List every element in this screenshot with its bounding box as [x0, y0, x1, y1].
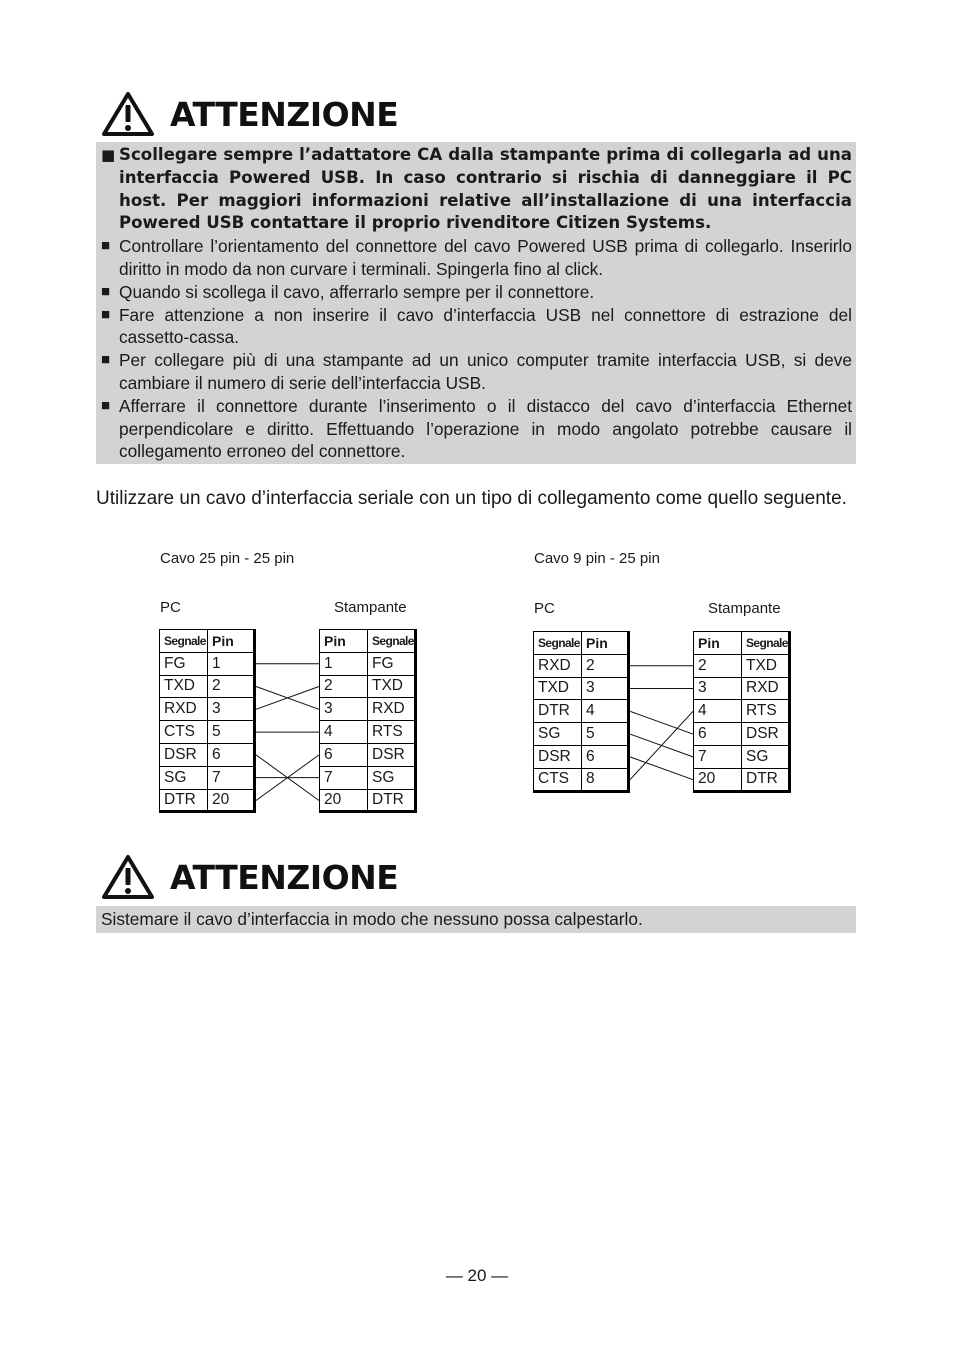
wire-line	[256, 755, 319, 801]
printer-header-pin: Pin	[320, 630, 368, 653]
table-cell: DTR	[742, 768, 790, 791]
table-row	[694, 723, 790, 746]
table-cell: 4	[582, 700, 629, 723]
table-cell: 20	[320, 789, 368, 812]
table-cell: RTS	[742, 700, 790, 723]
wire-line	[630, 711, 693, 779]
table-row	[320, 789, 416, 812]
table-cell: 2	[694, 654, 742, 677]
table-row	[694, 768, 790, 791]
pc-header-pin: Pin	[582, 632, 629, 655]
table-cell: 20	[694, 768, 742, 791]
table-row	[694, 654, 790, 677]
table-cell: TXD	[368, 675, 416, 698]
table-cell: 3	[208, 698, 255, 721]
wire-line	[256, 686, 319, 709]
table-cell: SG	[160, 766, 208, 789]
warning-item	[101, 349, 852, 395]
table-cell: SG	[534, 723, 582, 746]
warning-item	[101, 235, 852, 281]
table-cell: FG	[160, 652, 208, 675]
attention-heading-1	[100, 88, 398, 140]
cable25-pc-table	[159, 629, 256, 813]
table-row	[694, 745, 790, 768]
table-cell: 3	[320, 698, 368, 721]
warning-item	[101, 144, 852, 235]
table-cell: 1	[320, 652, 368, 675]
table-cell: 7	[208, 766, 255, 789]
table-row	[534, 700, 629, 723]
square-bullet-icon: ■	[101, 237, 111, 255]
table-cell: DSR	[160, 743, 208, 766]
table-cell: RTS	[368, 721, 416, 744]
table-row	[160, 789, 255, 812]
table-row	[534, 745, 629, 768]
table-cell: RXD	[742, 677, 790, 700]
printer-header-pin: Pin	[694, 632, 742, 655]
table-cell: 5	[208, 721, 255, 744]
table-cell: DSR	[534, 745, 582, 768]
table-cell: TXD	[742, 654, 790, 677]
table-cell: RXD	[368, 698, 416, 721]
table-row	[320, 721, 416, 744]
table-cell: 6	[320, 743, 368, 766]
cable25-printer-table	[319, 629, 417, 813]
warning-item	[101, 304, 852, 350]
table-cell: 6	[208, 743, 255, 766]
table-row	[160, 698, 255, 721]
warning-text: Per collegare più di una stampante ad un unico computer tramite interfaccia USB, si deve cambiare il numero di serie dell’interfaccia USB.	[119, 350, 852, 393]
square-bullet-icon: ■	[101, 146, 116, 164]
wire-line	[256, 755, 319, 801]
table-row	[534, 723, 629, 746]
warning-triangle-icon	[100, 90, 156, 138]
table-row	[160, 743, 255, 766]
pc-header-signal: Segnale	[534, 632, 582, 655]
table-cell: 3	[582, 677, 629, 700]
table-cell: 4	[694, 700, 742, 723]
table-cell: 6	[582, 745, 629, 768]
table-cell: 5	[582, 723, 629, 746]
table-row	[160, 766, 255, 789]
table-cell: RXD	[534, 654, 582, 677]
warning-triangle-icon	[100, 853, 156, 901]
table-cell: 7	[694, 745, 742, 768]
table-cell: 3	[694, 677, 742, 700]
attention-title: ATTENZIONE	[170, 857, 399, 897]
table-row	[320, 652, 416, 675]
warning-text: Fare attenzione a non inserire il cavo d’interfaccia USB nel connettore di estrazione del cassetto-cassa.	[119, 304, 852, 348]
cable9-printer-table	[693, 631, 791, 793]
table-row	[160, 675, 255, 698]
table-cell: CTS	[534, 768, 582, 791]
table-cell: DTR	[368, 789, 416, 812]
square-bullet-icon: ■	[101, 396, 111, 414]
square-bullet-icon: ■	[101, 351, 111, 369]
table-row	[320, 766, 416, 789]
pc-header-pin: Pin	[208, 630, 255, 653]
table-row	[534, 654, 629, 677]
attention-heading-2	[100, 851, 398, 903]
printer-header-signal: Segnale	[368, 630, 416, 653]
table-cell: 2	[208, 675, 255, 698]
cable25-printer-label: Stampante	[334, 599, 407, 616]
table-cell: 20	[208, 789, 255, 812]
warning-item	[101, 281, 852, 304]
page-number: — 20 —	[445, 1266, 509, 1285]
table-cell: TXD	[160, 675, 208, 698]
cable9-printer-label: Stampante	[708, 600, 781, 617]
table-row	[694, 677, 790, 700]
cable25-title: Cavo 25 pin - 25 pin	[160, 550, 295, 567]
cable9-pc-label: PC	[534, 600, 555, 617]
table-cell: DTR	[534, 700, 582, 723]
table-cell: DSR	[742, 723, 790, 746]
table-cell: DSR	[368, 743, 416, 766]
table-row	[160, 652, 255, 675]
square-bullet-icon: ■	[101, 282, 111, 300]
table-cell: SG	[368, 766, 416, 789]
cable9-pc-table	[533, 631, 630, 793]
cable25-pc-label: PC	[160, 599, 181, 616]
intro-paragraph: Utilizzare un cavo d’interfaccia seriale con un tipo di collegamento come quello seguente.	[96, 488, 847, 509]
table-row	[534, 768, 629, 791]
table-cell: CTS	[160, 721, 208, 744]
cable9-title: Cavo 9 pin - 25 pin	[534, 550, 660, 567]
table-cell: 1	[208, 652, 255, 675]
table-row	[694, 700, 790, 723]
table-row	[160, 721, 255, 744]
table-row	[320, 698, 416, 721]
table-cell: DTR	[160, 789, 208, 812]
wire-line	[630, 734, 693, 757]
warning-text: Controllare l’orientamento del connettore del cavo Powered USB prima di collegarlo. Inserirlo diritto in modo da non curvare i terminali. Spingerla fino al click.	[119, 236, 852, 279]
table-cell: 2	[582, 654, 629, 677]
table-cell: TXD	[534, 677, 582, 700]
table-row	[534, 677, 629, 700]
warning-item	[101, 395, 852, 463]
warning-box	[96, 142, 856, 464]
wire-line	[630, 757, 693, 780]
warning-text: Scollegare sempre l’adattatore CA dalla stampante prima di collegarla ad una interfaccia Powered USB. In caso contrario si rischia di danneggiare il PC host. Per maggiori informazioni relative all’installazione di una interfaccia Powered USB contattare il proprio rivenditore Citizen Systems.	[119, 145, 852, 233]
table-cell: SG	[742, 745, 790, 768]
warning-box-2: Sistemare il cavo d’interfaccia in modo che nessuno possa calpestarlo.	[96, 906, 856, 933]
table-cell: FG	[368, 652, 416, 675]
table-cell: 7	[320, 766, 368, 789]
warning-text: Afferrare il connettore durante l’inserimento o il distacco del cavo d’interfaccia Ethernet perpendicolare e diritto. Effettuando l’operazione in modo angolato potrebbe causare il collegamento erroneo del connettore.	[119, 395, 852, 462]
wire-line	[630, 711, 693, 734]
attention-title: ATTENZIONE	[170, 94, 399, 134]
wire-line	[256, 686, 319, 709]
table-row	[320, 675, 416, 698]
table-cell: RXD	[160, 698, 208, 721]
table-row	[320, 743, 416, 766]
warning-text: Quando si scollega il cavo, afferrarlo sempre per il connettore.	[119, 281, 595, 302]
pc-header-signal: Segnale	[160, 630, 208, 653]
table-cell: 6	[694, 723, 742, 746]
table-cell: 2	[320, 675, 368, 698]
table-cell: 4	[320, 721, 368, 744]
table-cell: 8	[582, 768, 629, 791]
printer-header-signal: Segnale	[742, 632, 790, 655]
square-bullet-icon: ■	[101, 305, 111, 323]
